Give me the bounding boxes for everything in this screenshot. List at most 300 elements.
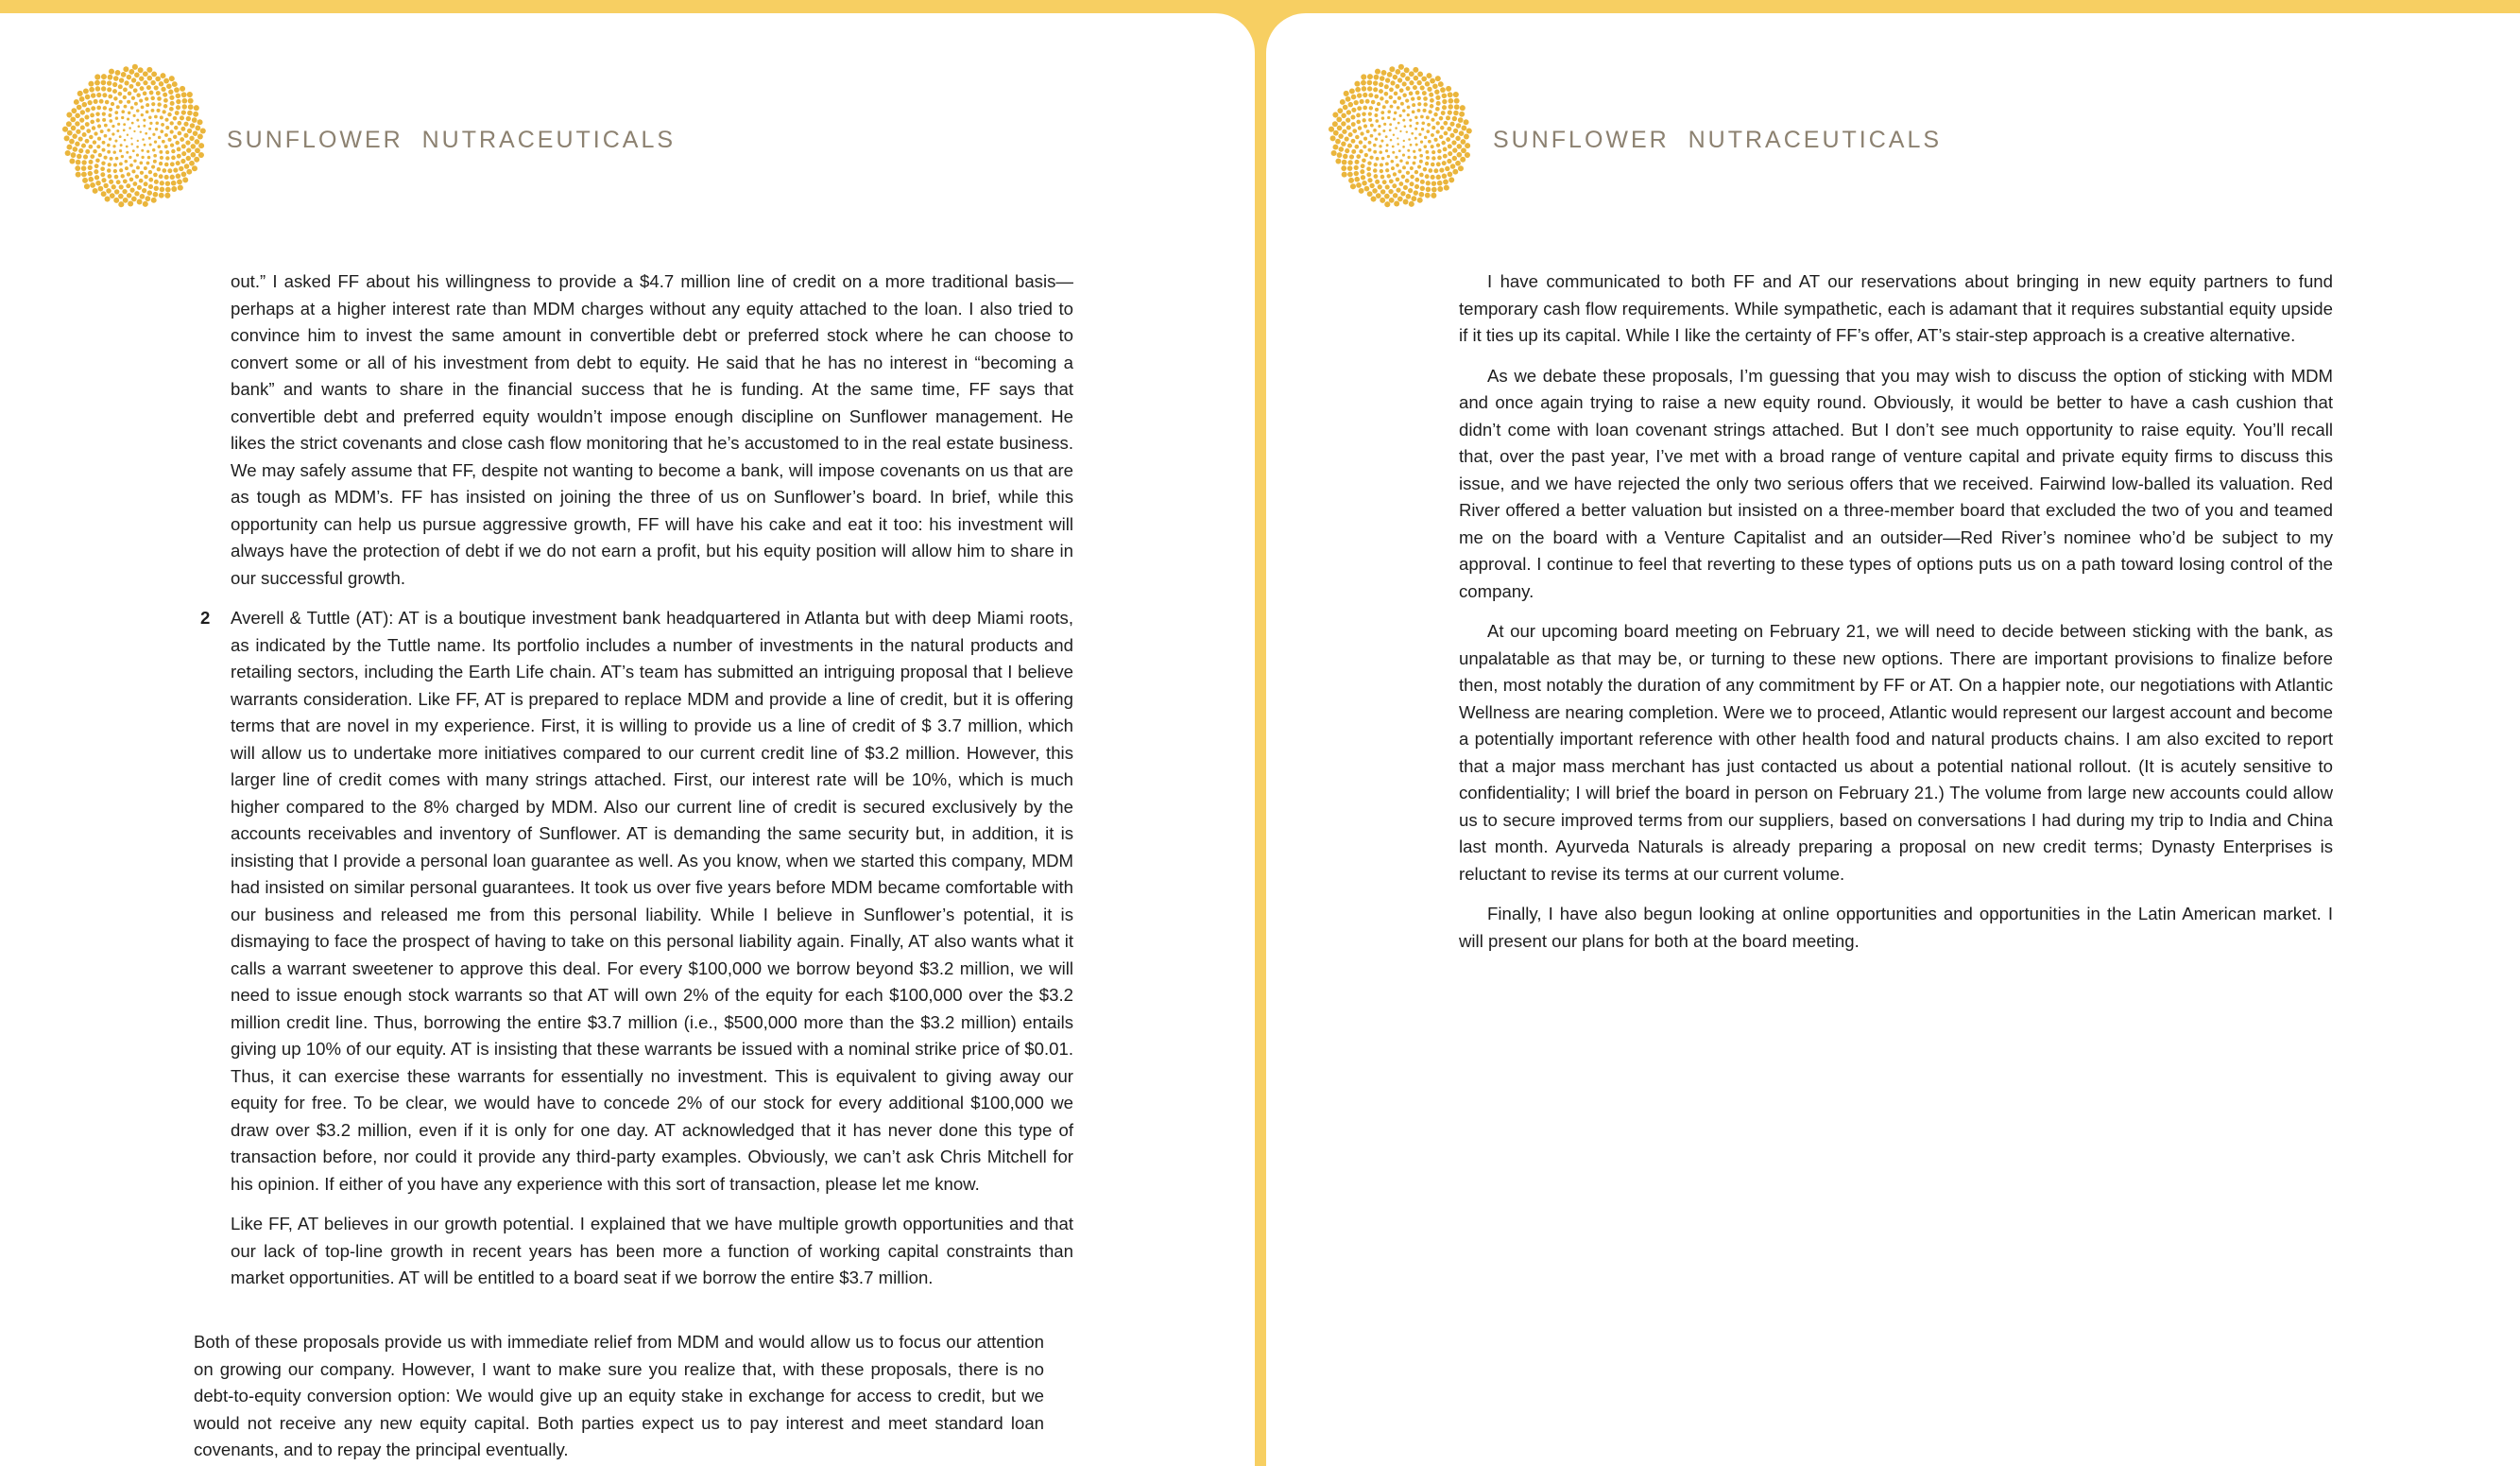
logo-seed — [113, 76, 119, 81]
logo-seed — [178, 131, 182, 136]
logo-seed — [72, 133, 77, 139]
logo-seed — [94, 131, 97, 135]
logo-seed — [1332, 112, 1338, 118]
logo-seed — [1358, 126, 1362, 129]
logo-seed — [1363, 106, 1367, 111]
logo-seed — [1384, 92, 1389, 96]
logo-seed — [1385, 184, 1390, 189]
logo-seed — [1393, 118, 1396, 121]
paragraph: Like FF, AT believes in our growth potential. I explained that we have multiple growth opportunities and that our lack of top-line growth in recent years has been more a function of working capital constraints than market opportunities. AT will be entitled to a board seat if we borrow the entire $3.7 million. — [231, 1214, 1073, 1287]
logo-seed — [1395, 156, 1397, 159]
logo-seed — [1398, 149, 1401, 152]
logo-seed — [175, 141, 180, 146]
logo-seed — [1409, 92, 1414, 96]
logo-seed — [1374, 95, 1379, 99]
logo-seed — [198, 152, 204, 158]
logo-seed — [1426, 129, 1430, 133]
logo-seed — [182, 104, 187, 109]
logo-seed — [140, 130, 142, 132]
logo-seed — [109, 180, 113, 184]
logo-seed — [1441, 111, 1446, 115]
logo-seed — [1434, 138, 1438, 142]
logo-seed — [182, 177, 188, 182]
logo-seed — [193, 112, 198, 117]
logo-seed — [130, 106, 134, 110]
logo-seed — [139, 99, 143, 103]
logo-seed — [1449, 133, 1454, 138]
logo-seed — [171, 186, 177, 192]
logo-seed — [1367, 80, 1373, 86]
logo-seed — [1431, 150, 1435, 154]
logo-seed — [1367, 74, 1373, 79]
logo-seed — [157, 102, 161, 106]
logo-seed — [1355, 145, 1360, 149]
logo-seed — [168, 138, 172, 142]
logo-seed — [118, 92, 123, 96]
logo-seed — [1438, 81, 1444, 87]
logo-seed — [181, 110, 186, 114]
logo-seed — [101, 161, 105, 164]
logo-seed — [1357, 106, 1362, 111]
logo-seed — [112, 89, 117, 94]
logo-seed — [191, 144, 197, 149]
logo-seed — [160, 115, 163, 119]
logo-seed — [180, 127, 185, 131]
logo-seed — [179, 166, 183, 171]
logo-seed — [90, 112, 94, 117]
logo-seed — [1437, 149, 1441, 153]
logo-seed — [111, 132, 114, 135]
logo-seed — [162, 168, 166, 173]
paragraph: Finally, I have also begun looking at online opportunities and opportunities in the Latin American market. I will present our plans for both at the board meeting. — [1459, 904, 2333, 951]
logo-seed — [1425, 81, 1430, 86]
logo-seed — [1361, 164, 1365, 168]
logo-seed — [89, 145, 94, 149]
logo-seed — [1360, 169, 1364, 174]
logo-seed — [1361, 74, 1366, 79]
logo-seed — [1402, 165, 1406, 169]
logo-seed — [92, 126, 95, 129]
logo-seed — [1415, 143, 1418, 146]
logo-seed — [147, 76, 153, 81]
logo-seed — [170, 175, 175, 180]
logo-seed — [102, 148, 106, 152]
logo-seed — [132, 181, 137, 186]
logo-seed — [1413, 150, 1415, 153]
logo-seed — [1458, 117, 1464, 123]
logo-seed — [146, 67, 152, 73]
logo-seed — [1455, 161, 1461, 166]
logo-seed — [96, 145, 100, 148]
logo-seed — [188, 98, 194, 104]
logo-seed — [1351, 149, 1356, 154]
logo-seed — [131, 122, 134, 125]
logo-seed — [75, 121, 79, 126]
logo-seed — [1436, 129, 1440, 133]
logo-seed — [1382, 129, 1385, 132]
logo-seed — [1428, 168, 1432, 173]
logo-seed — [154, 141, 157, 144]
logo-seed — [1347, 144, 1352, 148]
logo-seed — [127, 134, 129, 136]
logo-seed — [1369, 183, 1374, 188]
logo-seed — [1416, 80, 1421, 85]
logo-seed — [1407, 149, 1410, 152]
logo-seed — [1453, 111, 1459, 116]
logo-seed — [1395, 69, 1400, 75]
logo-seed — [69, 139, 75, 145]
logo-seed — [129, 69, 134, 75]
logo-seed — [1337, 126, 1343, 131]
logo-seed — [1339, 147, 1345, 152]
logo-seed — [95, 112, 100, 116]
logo-seed — [1389, 129, 1392, 131]
logo-seed — [122, 189, 127, 194]
logo-seed — [105, 100, 110, 105]
logo-seed — [1413, 162, 1416, 165]
logo-seed — [1392, 151, 1395, 154]
logo-seed — [1389, 198, 1395, 203]
logo-seed — [163, 104, 168, 109]
logo-seed — [78, 148, 83, 153]
logo-seed — [1421, 128, 1424, 130]
logo-seed — [1446, 137, 1450, 142]
logo-seed — [144, 144, 146, 147]
logo-seed — [1371, 197, 1377, 202]
logo-seed — [94, 169, 98, 174]
logo-seed — [1403, 199, 1409, 205]
logo-seed — [1387, 155, 1390, 158]
logo-seed — [142, 188, 146, 193]
logo-seed — [1440, 87, 1446, 93]
logo-seed — [128, 201, 133, 207]
logo-seed — [1423, 102, 1427, 106]
logo-seed — [1440, 126, 1445, 130]
logo-seed — [157, 96, 162, 101]
logo-seed — [131, 96, 135, 100]
logo-seed — [132, 149, 135, 152]
logo-seed — [81, 172, 87, 178]
logo-seed — [124, 80, 129, 85]
logo-seed — [1372, 188, 1378, 194]
logo-seed — [183, 122, 188, 127]
logo-seed — [1459, 130, 1465, 136]
logo-seed — [1446, 115, 1450, 120]
logo-seed — [1406, 86, 1411, 91]
logo-seed — [146, 103, 149, 107]
logo-seed — [127, 172, 130, 176]
logo-seed — [1374, 75, 1380, 80]
logo-seed — [125, 166, 129, 170]
logo-seed — [135, 175, 139, 179]
logo-seed — [1443, 121, 1448, 126]
logo-seed — [187, 111, 193, 116]
logo-seed — [173, 116, 178, 121]
logo-seed — [1427, 87, 1431, 92]
logo-seed — [1389, 123, 1392, 126]
logo-seed — [1346, 96, 1351, 102]
logo-seed — [1363, 145, 1366, 148]
logo-seed — [1405, 179, 1410, 183]
logo-seed — [94, 164, 99, 168]
logo-seed — [1357, 93, 1362, 97]
logo-seed — [164, 175, 169, 180]
logo-seed — [1341, 165, 1346, 171]
paragraph: Both of these proposals provide us with immediate relief from MDM and would allow us to focus our attention on growing our company. However, I want to make sure you realize that, with these proposals, there is no debt-to-equity conversion option: We would give up an equity stake in exchange for access to credit, but we would not receive any new equity capital. Both parties expect us to pay interest and meet standard loan covenants, and to repay the principal eventually. — [194, 1332, 1044, 1459]
logo-seed — [1429, 93, 1433, 97]
logo-seed — [1431, 133, 1434, 137]
logo-seed — [1416, 96, 1421, 101]
logo-seed — [1414, 116, 1417, 119]
logo-seed — [1368, 112, 1372, 116]
logo-seed — [133, 88, 138, 93]
logo-seed — [1332, 121, 1338, 127]
logo-seed — [1391, 160, 1395, 164]
logo-seed — [1426, 187, 1431, 193]
logo-seed — [1450, 164, 1456, 169]
logo-seed — [1362, 158, 1366, 163]
logo-seed — [1387, 174, 1391, 178]
logo-seed — [1423, 96, 1428, 101]
logo-seed — [82, 132, 87, 137]
logo-seed — [1409, 125, 1412, 128]
logo-seed — [132, 64, 138, 70]
logo-seed — [151, 109, 155, 112]
logo-seed — [1406, 194, 1412, 199]
logo-seed — [1359, 188, 1364, 194]
logo-seed — [1411, 96, 1414, 100]
logo-seed — [116, 180, 121, 184]
logo-seed — [1414, 76, 1419, 81]
logo-seed — [1331, 150, 1337, 156]
logo-seed — [75, 165, 80, 171]
logo-seed — [1417, 72, 1423, 78]
logo-seed — [1348, 132, 1353, 137]
logo-seed — [180, 86, 185, 92]
logo-seed — [115, 70, 121, 76]
logo-seed — [1390, 105, 1394, 109]
logo-seed — [90, 182, 95, 188]
logo-seed — [145, 96, 148, 100]
logo-seed — [1369, 106, 1373, 110]
logo-seed — [140, 171, 144, 175]
logo-seed — [123, 129, 126, 131]
logo-seed — [1350, 183, 1356, 189]
logo-seed — [1442, 161, 1447, 165]
logo-seed — [1373, 87, 1378, 92]
logo-seed — [1380, 111, 1384, 114]
logo-seed — [136, 81, 141, 86]
logo-seed — [1389, 66, 1395, 72]
logo-seed — [180, 159, 185, 164]
logo-seed — [1403, 140, 1405, 142]
logo-seed — [1432, 84, 1438, 90]
logo-seed — [131, 197, 137, 202]
logo-seed — [1346, 125, 1351, 129]
logo-seed — [1381, 116, 1384, 119]
logo-seed — [93, 149, 97, 154]
logo-seed — [114, 111, 118, 114]
logo-seed — [129, 127, 131, 129]
logo-seed — [137, 185, 142, 190]
logo-seed — [1383, 123, 1386, 126]
logo-seed — [1402, 146, 1405, 148]
logo-seed — [160, 129, 163, 133]
logo-seed — [1381, 70, 1387, 76]
logo-seed — [114, 175, 119, 180]
logo-seed — [128, 112, 130, 114]
logo-seed — [144, 181, 148, 186]
logo-seed — [80, 110, 85, 114]
logo-seed — [134, 191, 139, 196]
logo-seed — [1368, 141, 1372, 145]
logo-seed — [155, 77, 161, 82]
logo-seed — [141, 149, 144, 152]
logo-seed — [1346, 110, 1351, 114]
logo-seed — [1375, 69, 1380, 75]
logo-seed — [119, 100, 123, 104]
logo-seed — [1375, 119, 1379, 123]
logo-seed — [170, 162, 175, 166]
logo-seed — [1398, 64, 1404, 70]
logo-seed — [1419, 154, 1423, 158]
logo-seed — [101, 86, 106, 91]
logo-seed — [1417, 102, 1421, 106]
logo-seed — [93, 140, 96, 144]
logo-seed — [102, 112, 106, 116]
logo-seed — [79, 117, 84, 122]
logo-seed — [1343, 105, 1348, 111]
logo-seed — [137, 199, 143, 205]
logo-seed — [170, 143, 174, 147]
logo-seed — [123, 179, 128, 183]
logo-seed — [136, 146, 139, 148]
logo-seed — [1367, 178, 1372, 182]
logo-seed — [77, 105, 82, 111]
logo-seed — [1407, 113, 1410, 116]
logo-seed — [131, 169, 135, 173]
logo-seed — [1342, 172, 1347, 178]
logo-seed — [168, 90, 173, 95]
logo-seed — [1439, 167, 1444, 172]
logo-seed — [88, 171, 93, 176]
logo-seed — [1449, 98, 1454, 104]
logo-seed — [91, 106, 95, 111]
logo-seed — [73, 147, 78, 152]
logo-seed — [1335, 139, 1341, 145]
logo-seed — [94, 99, 98, 104]
logo-seed — [1414, 137, 1417, 140]
logo-seed — [101, 80, 107, 86]
logo-seed — [163, 78, 169, 84]
logo-seed — [1464, 134, 1469, 140]
logo-seed — [1417, 109, 1421, 112]
logo-seed — [71, 126, 77, 131]
logo-seed — [1389, 95, 1393, 99]
logo-seed — [1402, 109, 1406, 112]
logo-seed — [159, 174, 163, 179]
logo-seed — [113, 164, 117, 167]
logo-seed — [141, 105, 145, 109]
logo-seed — [1399, 114, 1402, 117]
logo-seed — [1370, 124, 1374, 128]
logo-seed — [154, 85, 159, 90]
logo-seed — [1376, 157, 1380, 161]
logo-seed — [107, 150, 111, 154]
logo-seed — [149, 122, 152, 125]
logo-seed — [107, 87, 111, 92]
logo-seed — [121, 110, 125, 113]
logo-seed — [1431, 156, 1435, 160]
logo-seed — [1466, 128, 1472, 133]
logo-seed — [173, 167, 178, 172]
logo-seed — [1429, 110, 1432, 113]
logo-seed — [1351, 108, 1356, 112]
logo-seed — [1436, 175, 1441, 180]
logo-seed — [1448, 92, 1453, 97]
logo-seed — [145, 132, 147, 135]
logo-seed — [161, 73, 166, 78]
logo-seed — [94, 175, 99, 180]
logo-seed — [1407, 105, 1411, 109]
logo-seed — [1424, 145, 1428, 148]
logo-seed — [131, 78, 136, 82]
logo-seed — [98, 153, 102, 157]
logo-seed — [105, 197, 111, 202]
logo-seed — [165, 181, 170, 185]
logo-seed — [1448, 172, 1453, 178]
logo-seed — [1464, 119, 1469, 125]
logo-seed — [159, 162, 163, 165]
logo-seed — [1376, 193, 1381, 198]
logo-seed — [1413, 85, 1417, 90]
logo-seed — [1460, 157, 1466, 163]
logo-seed — [74, 99, 79, 105]
logo-seed — [110, 157, 113, 161]
logo-seed — [107, 129, 111, 132]
logo-seed — [157, 109, 161, 112]
logo-seed — [1444, 185, 1449, 191]
logo-seed — [1409, 119, 1412, 122]
logo-seed — [164, 133, 168, 137]
logo-seed — [1336, 117, 1342, 123]
logo-seed — [88, 81, 94, 87]
logo-seed — [83, 89, 89, 95]
logo-seed — [126, 146, 129, 148]
logo-seed — [1362, 181, 1367, 186]
logo-seed — [136, 154, 139, 157]
logo-seed — [76, 172, 81, 178]
logo-seed — [1337, 108, 1343, 113]
logo-seed — [104, 134, 108, 138]
logo-seed — [100, 172, 105, 177]
logo-seed — [108, 95, 112, 99]
logo-seed — [1431, 163, 1435, 167]
logo-seed — [180, 137, 184, 142]
logo-seed — [1373, 168, 1378, 173]
logo-seed — [1393, 100, 1397, 104]
logo-seed — [200, 128, 206, 133]
logo-seed — [1380, 76, 1385, 81]
logo-seed — [1397, 96, 1401, 100]
logo-seed — [139, 179, 144, 183]
logo-seed — [162, 140, 165, 144]
closing-paragraph — [194, 1329, 1044, 1466]
logo-seed — [188, 104, 194, 110]
logo-seed — [145, 196, 150, 201]
logo-seed — [1380, 198, 1385, 203]
logo-seed — [161, 123, 164, 127]
